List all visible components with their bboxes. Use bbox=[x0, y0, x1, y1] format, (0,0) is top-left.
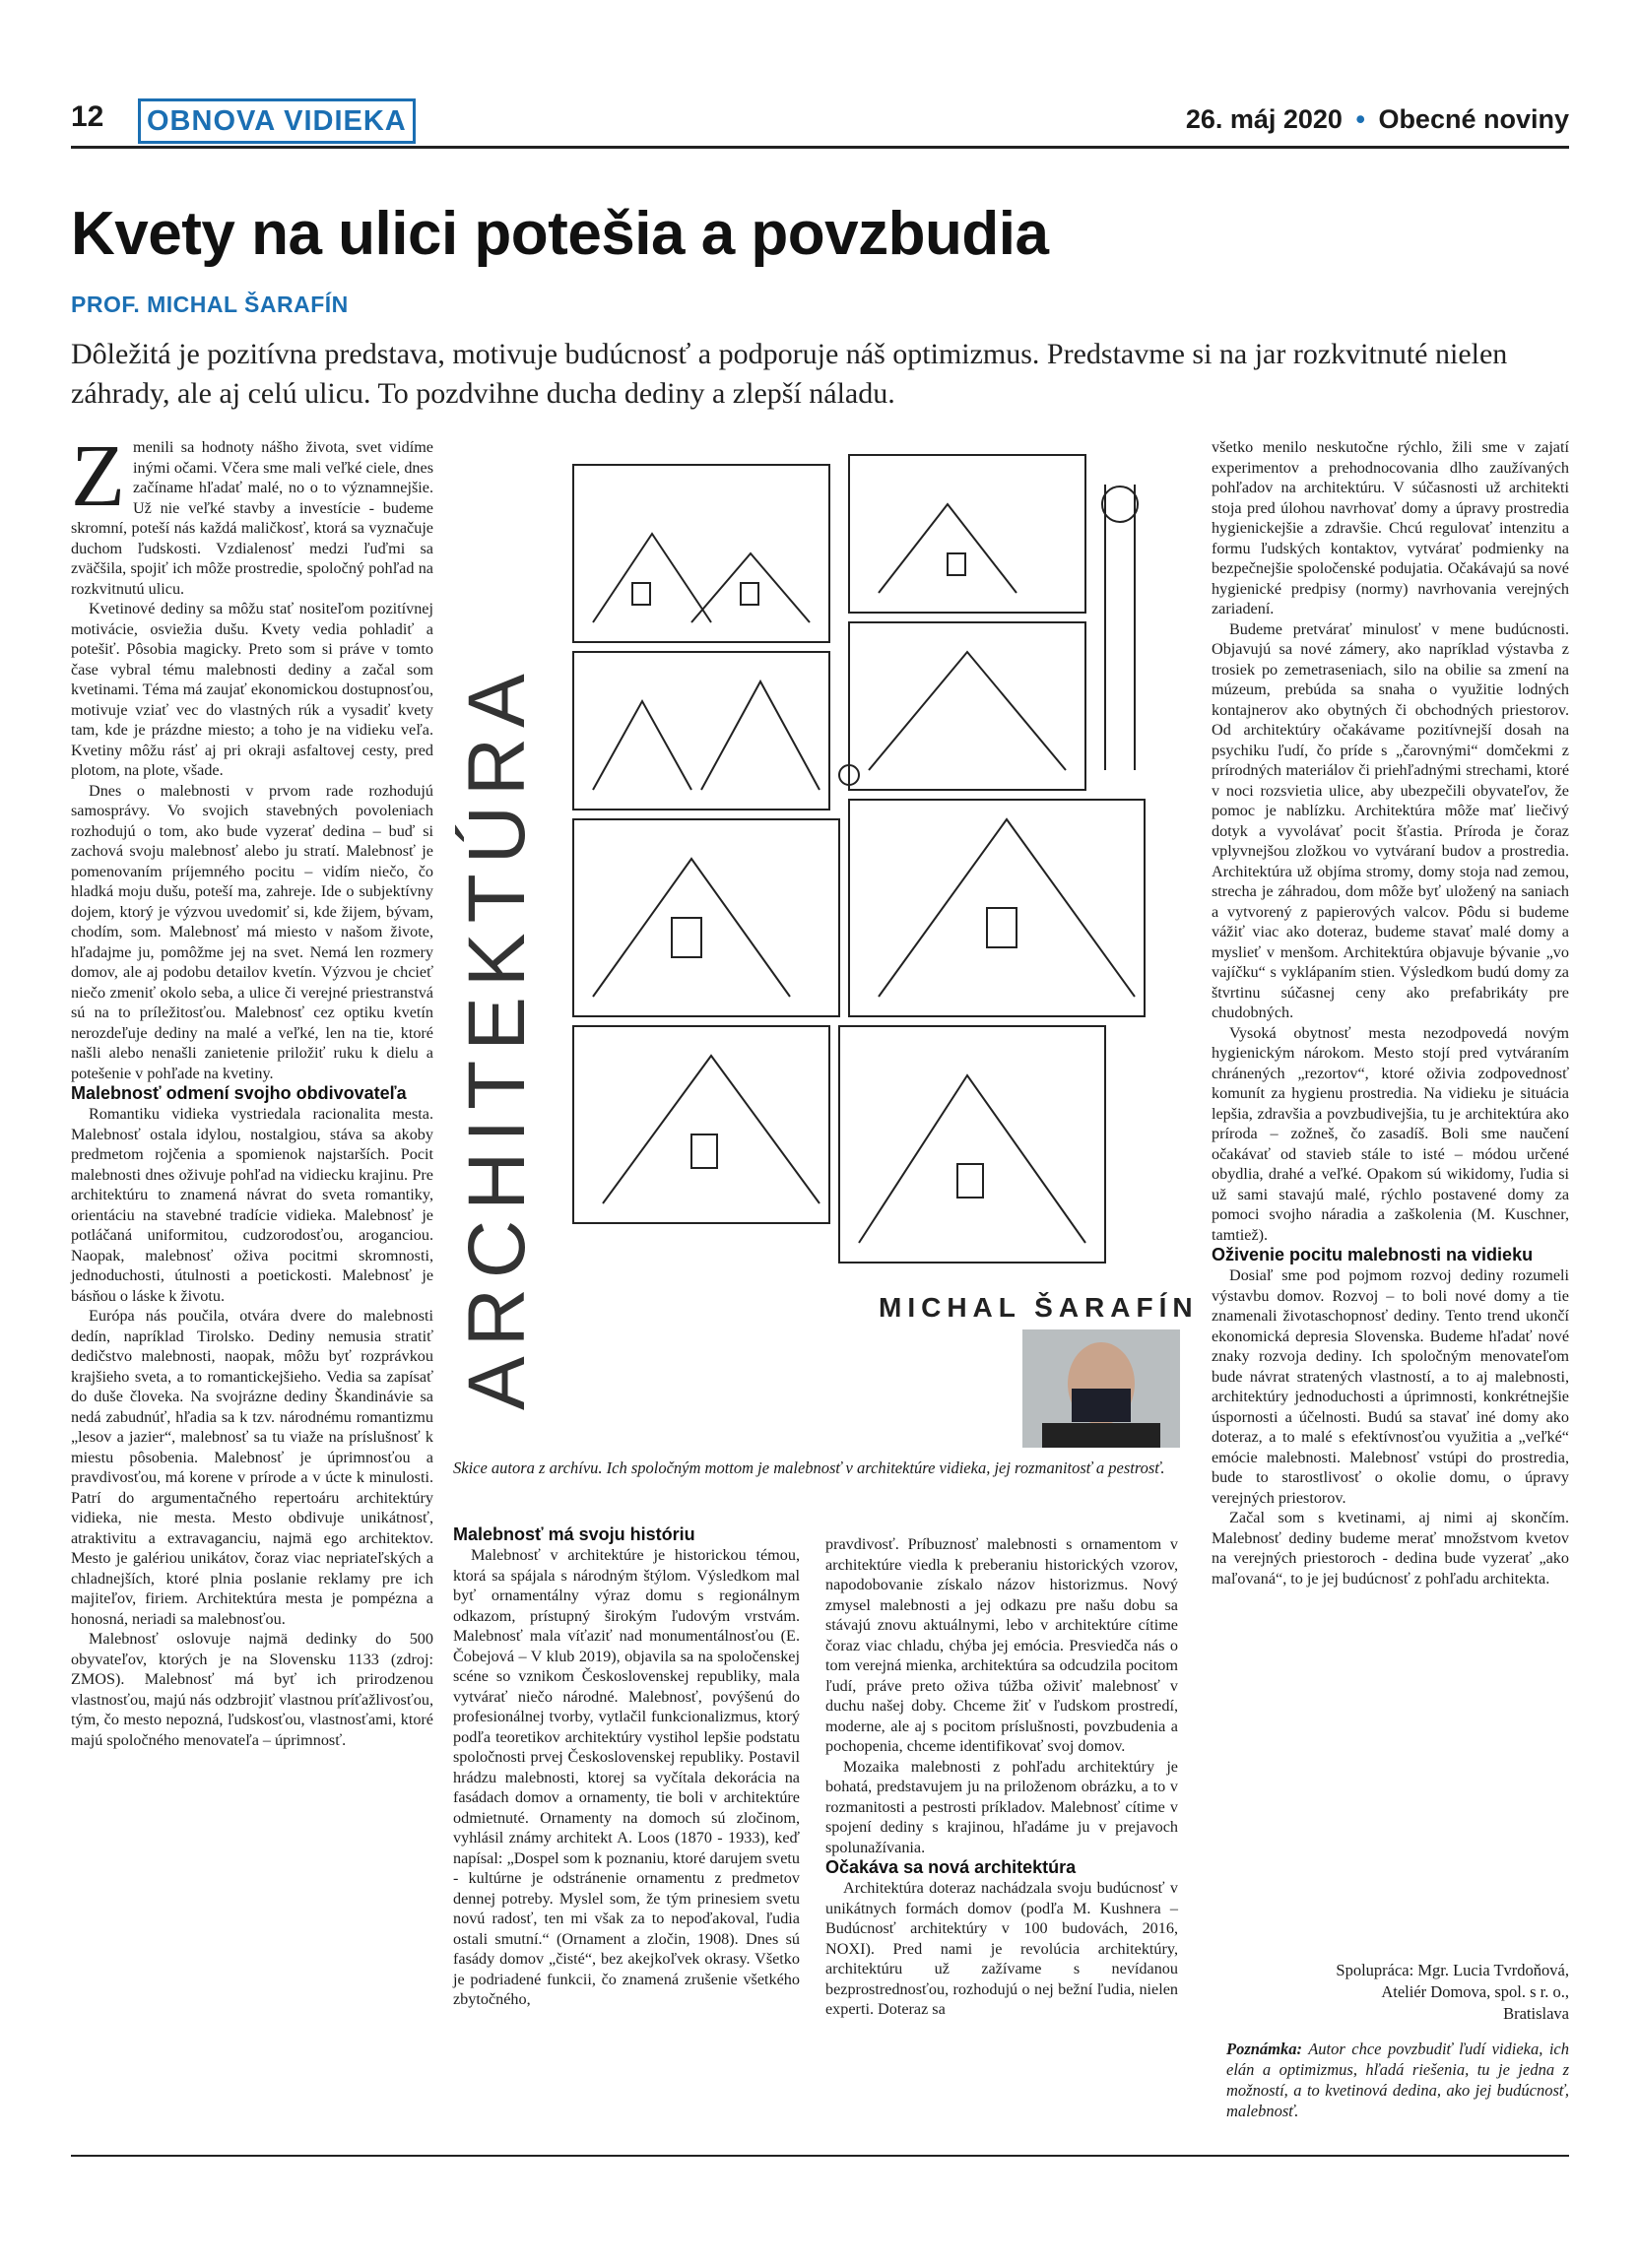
separator-dot: • bbox=[1355, 104, 1365, 134]
paragraph: Začal som s kvetinami, aj nimi aj skončím. Malebnosť dediny budeme merať množstvom kvetov na verejných priestoroch - dedina bude vyzerať „ako maľovaná“, to je jej budúcnosť z pohľadu architekta. bbox=[1212, 1509, 1569, 1588]
paragraph: menili sa hodnoty nášho života, svet vidíme inými očami. Včera sme mali veľké ciele, dnes začíname hľadať malé, no o to významnejšie. Už nie veľké stavby a investície - budeme skromní, poteší nás každá maličkosť, ktorá sa vyznačuje duchom ľudskosti. Vzdialenosť medzi ľuďmi sa zväčšila, spojiť ich môže prostredie, spoločný pohľad na rozkvitnutú ulicu. bbox=[71, 438, 433, 598]
image-caption: Skice autora z archívu. Ich spoločným mottom je malebnosť v architektúre vidieka, jej rozmanitosť a pestrosť. bbox=[453, 1458, 1165, 1477]
column-2 bbox=[453, 1524, 800, 2010]
credit-line: Ateliér Domova, spol. s r. o., bbox=[1381, 1982, 1569, 2001]
note-label: Poznámka: bbox=[1226, 2040, 1303, 2058]
subheading: Očakáva sa nová architektúra bbox=[825, 1857, 1077, 1877]
issue-date: 26. máj 2020 bbox=[1185, 104, 1343, 134]
credit-line: Bratislava bbox=[1503, 2004, 1569, 2023]
paragraph: Malebnosť oslovuje najmä dedinky do 500 obyvateľov, ktorých je na Slovensku 1133 (zdroj: ZMOS). Malebnosť má byť ich prirodzenou vlastnosťou, majú nás odzbrojiť vlastnou príťažlivosťou, tým, čo mesto nepozná, ľudskosťou, vlastnosťami, ktoré majú spoločného menovateľa – úprimnosť. bbox=[71, 1630, 434, 1749]
article-title: Kvety na ulici potešia a povzbudia bbox=[71, 200, 1049, 268]
paragraph: Európa nás poučila, otvára dvere do malebnosti dedín, napríklad Tirolsko. Dediny nemusia stratiť dedičstvo malebnosti, naopak, môžu byť rozprávkou krajšieho sveta, a to romantickejšieho. Vedia sa zapísať do duše človeka. Na svojrázne dediny Škandinávie sa nedá zabudnúť, hľadia sa k tzv. národnému romantizmu „lesov a jazier“, malebnosť sa tu viaže na príslušnosť k miestu pôsobenia. Malebnosť je úprimnosťou a pravdivosťou, má korene v prírode a v úcte k minulosti. Patrí do argumentačného repertoáru architektúry vidieka, nie mesta. Mesto obdivuje unikátnosť, atraktivitu a extravaganciu, najmä ego architektov. Mesto je galériou unikátov, čoraz viac nepriateľských a chladnejších, ktoré plnia poslanie reklamy pre ich majiteľov, firiem. Architektúra mesta je pompézna a honosná, neriadi sa malebnosťou. bbox=[71, 1307, 433, 1628]
paragraph: Mozaika malebnosti z pohľadu architektúry je bohatá, predstavujem ju na priloženom obrázku, a to v rozmanitosti a pestrosti príkladov. Malebnosť cítime v spojení dediny s krajinou, hľadáme ju v prejavoch spolunažívania. bbox=[825, 1757, 1178, 1856]
author-note bbox=[1226, 2039, 1569, 2121]
paragraph: Malebnosť v architektúre je historickou témou, ktorá sa spájala s národným štýlom. Výsledkom mal byť ornamentálny výraz domu s regionálnym odkazom, prístupný širokým ľudovým vrstvám. Malebnosť mala víťaziť nad monumentálnosťou (E. Čobejová – V klub 2019), objavila sa na spoločenskej scéne so vznikom Československej republiky, mala vytvárať niečo národné. Malebnosť, povýšenú do profesionálnej tvorby, vytlačil funkcionalizmus, ktorý podľa teoretikov architektúry vystihol lepšie podstatu spoločnosti prvej Československej republiky. Postavil hrádzu malebnosti, ktorej sa vyčítala dekorácia na fasádach domov a ornamenty, tie boli v architektúre odmietnuté. Ornamenty na domoch sú zločinom, vyhlásil známy architekt A. Loos (1870 - 1933), keď napísal: „Dospel som k poznaniu, ktoré darujem svetu - kultúrne je odstránenie ornamentu z predmetov dennej potreby. Myslel som, že tým prinesiem svetu novú radosť, ten mi však za to nepoďakoval, ľudia ostali smutní.“ (Ornament a zločin, 1908). Dnes sú fasády domov „čisté“, bez akejkoľvek okrasy. Všetko je podriadené funkcii, čo znamená zrušenie všetkého zbytočného, bbox=[453, 1546, 800, 2008]
column-1 bbox=[71, 427, 434, 1750]
article-lead: Dôležitá je pozitívna predstava, motivuje budúcnosť a podporuje náš optimizmus. Predstavme si na jar rozkvitnuté nielen záhrady, ale aj celú ulicu. To pozdvihne ducha dediny a zlepší náladu. bbox=[71, 338, 1508, 410]
sketch-signature: MICHAL ŠARAFÍN bbox=[879, 1292, 1199, 1323]
column-4 bbox=[1212, 437, 1569, 1588]
column-3 bbox=[825, 1534, 1178, 2020]
author-portrait bbox=[1022, 1329, 1180, 1448]
paragraph: všetko menilo neskutočne rýchlo, žili sme v zajatí experimentov a prehodnocovania dlho zaužívaných pohľadov na architektúru. V súčasnosti už architekti stoja pred úlohou navrhovať domy a úpravy prostredia hygienickejšie a zdravšie. Chcú regulovať intenzitu a formu ľudských kontaktov, vytvárať podmienky na bezpečnejšie spoločenské podujatia. Očakávajú sa nové hygienické predpisy (normy) navrhovania verejných zariadení. bbox=[1212, 438, 1569, 617]
credit-line: Spolupráca: Mgr. Lucia Tvrdoňová, bbox=[1336, 1961, 1569, 1979]
author-photo bbox=[1022, 1329, 1180, 1448]
page-number: 12 bbox=[71, 100, 104, 133]
paragraph: Vysoká obytnosť mesta nezodpovedá novým hygienickým nárokom. Mesto stojí pred vytváraním chránených „rezortov“, ktoré oživia zodpovednosť komunít za hygienu prostredia. Na vidieku je situácia lepšia, zdravšia a povzbudivejšia, tu je architektúra ako príroda – zožneš, čo zasadíš. Boli sme naučení očakávať od stavieb stále to isté – módou určené obydlia, drahé a veľké. Opakom sú wikidomy, ľudia si už sami stavajú malé, rýchlo postavené domy za pomoci svojho náradia a zaškolenia (M. Kuschner, tamtiež). bbox=[1212, 1023, 1569, 1244]
subheading: Malebnosť odmení svojho obdivovateľa bbox=[71, 1083, 407, 1103]
sketch-illustration bbox=[455, 445, 1214, 1450]
article-author: PROF. MICHAL ŠARAFÍN bbox=[71, 292, 349, 317]
subheading: Oživenie pocitu malebnosti na vidieku bbox=[1212, 1245, 1534, 1264]
drop-cap: Z bbox=[71, 427, 125, 525]
architecture-sketch-collage bbox=[455, 445, 1214, 1450]
paragraph: Architektúra doteraz nachádzala svoju budúcnosť v unikátnych formách domov (podľa M. Kushnera – Budúcnosť architektúry v 100 budovách, 2016, NOXI). Pred nami je revolúcia architektúry, architektúru už zažívame s nevídanou bezprostrednosťou, rozhodujú o nej bežní ľudia, nielen experti. Doteraz sa bbox=[825, 1879, 1178, 2018]
paragraph: Romantiku vidieka vystriedala racionalita mesta. Malebnosť ostala idylou, nostalgiou, stáva sa akoby predmetom rojčenia a spomienok najstarších. Pocit malebnosti dnes oživuje pohľad na vidiecku krajinu. Pre architektúru to znamená návrat do sveta romantiky, orientáciu na stavebné tradície vidieka. Malebnosť je potláčaná uniformitou, cudzorodosťou, aroganciou. Naopak, malebnosť oživa pocitmi skromnosti, jednoduchosti, útulnosti a poetickosti. Malebnosť je básňou o láske k životu. bbox=[71, 1105, 433, 1305]
paragraph: pravdivosť. Príbuznosť malebnosti s ornamentom v architektúre viedla k preberaniu historických vzorov, napodobovanie získalo názov historizmus. Nový zmysel malebnosti a jej odkazu pre našu dobu sa stávajú znovu aktuálnymi, lebo v architektúre cítime čoraz viac chladu, chýba jej emócia. Presviedča nás o tom verejná mienka, architektúra sa odcudzila pocitom ľudí, práve preto oživa túžba oživiť malebnosť v duchu našej doby. Chceme žiť v ľudskom prostredí, moderne, ale aj s pocitom príslušnosti, povzbudenia a pochopenia, chceme identifikovať svoj domov. bbox=[825, 1535, 1178, 1755]
header-rule bbox=[71, 146, 1569, 149]
vertical-title: ARCHITEKTÚRA bbox=[455, 664, 542, 1410]
paragraph: Budeme pretvárať minulosť v mene budúcnosti. Objavujú sa nové zámery, ako napríklad výstavba z trosiek po zemetraseniach, silo na obilie sa zmení na múzeum, prebúda sa snaha o využitie lodných kontajnerov ako obytných či obchodných priestorov. Od architektúry očakávame pozitívnejší dosah na psychiku ľudí, čo príde s „čarovnými“ domčekmi z prírodných materiálov či priehľadnými strechami, ktoré v noci rozsvietia ulice, aby ubezpečili obyvateľov, že pomoc je nablízku. Architektúra môže mať liečivý dotyk a vyvolávať pocit šťastia. Príroda je čoraz vplyvnejšou zložkou vo vytváraní budov a prostredia. Architektúra už objíma stromy, domy stoja nad zemou, strecha je záhradou, dom môže byť uložený na saniach a vytvorený z papierových valcov. Pôdu si budeme vážiť viac ako doteraz, budeme stavať malé domy a myslieť v menšom. Architektúra objavuje bývanie „vo vajíčku“ s vyklápaním stien. Výsledkom budú domy za štvrtinu súčasnej ceny ako prefabrikáty pre chudobných. bbox=[1212, 619, 1569, 1021]
publication-name: Obecné noviny bbox=[1378, 104, 1569, 134]
subheading: Malebnosť má svoju históriu bbox=[453, 1524, 695, 1544]
paragraph: Kvetinové dediny sa môžu stať nositeľom pozitívnej motivácie, osviežia dušu. Kvety vedia pohladiť a potešiť. Pôsobia magicky. Preto som si práve v tomto čase vybral tému malebnosti dediny a začal som kvetinami. Téma má zaujať ekonomickou dostupnosťou, motivuje vziať vec do vlastných rúk a vysadiť kvety tam, kde je prázdne miesto; a toho je na vidieku veľa. Kvetiny môžu rásť aj pri okraji asfaltovej cesty, pred plotom, na plote, všade. bbox=[71, 600, 433, 779]
note-text: Autor chce povzbudiť ľudí vidieka, ich elán a optimizmus, hľadá riešenia, tu je jedna z možností, a to kvetinová dedina, ako jej budúcnosť, malebnosť. bbox=[1226, 2040, 1569, 2120]
paragraph: Dnes o malebnosti v prvom rade rozhodujú samosprávy. Vo svojich stavebných povoleniach rozhodujú o tom, ako bude vyzerať dedina – buď si zachová svoju malebnosť alebo ju stratí. Malebnosť je pomenovaním príjemného pocitu – vidím niečo, čo hladká moju dušu, poteší ma, zahreje. Ide o subjektívny dojem, ktorý je výzvou uvedomiť si, kde žijem, bývam, chodím, som. Malebnosť má miesto v našom živote, hľadajme ju, pomôžme jej na svet. Nemá len rozmery domov, ale aj podobu detailov kvetín. Výzvou je chcieť niečo zmeniť okolo seba, a ulice či verejné priestranstvá sú na to príležitosťou. Malebnosť cez optiku kvetín nerozdeľuje dediny na malé a veľké, len na tie, ktoré našli alebo nenašli zanietenie priložiť ruku k dielu a potešenie v pohľade na kvetiny. bbox=[71, 781, 433, 1082]
credits bbox=[1336, 1960, 1569, 2025]
issue-info bbox=[1186, 104, 1569, 135]
paragraph: Dosiaľ sme pod pojmom rozvoj dediny rozumeli výstavbu domov. Rozvoj – to boli nové domy a tie znamenali životaschopnosť dediny. Tento trend ukončí ekonomická depresia Slovenska. Budeme hľadať nové znaky rozvoja dediny. Ich spoločným menovateľom bude návrat stratených vlastností, a to aj malebnosti, architektúry jednoduchosti a úprimnosti, konkrétnejšie úspornosti a účelnosti. Budú sa stavať iné domy ako doteraz, a to malé s efektívnosťou využitia a „veľké“ emócie malebnosti. Malebnosť vstúpi do prostredia, bude to starostlivosť o okolie domu, o úpravy verejných priestorov. bbox=[1212, 1266, 1569, 1507]
section-label: OBNOVA VIDIEKA bbox=[138, 98, 416, 144]
footer-rule bbox=[71, 2155, 1569, 2157]
